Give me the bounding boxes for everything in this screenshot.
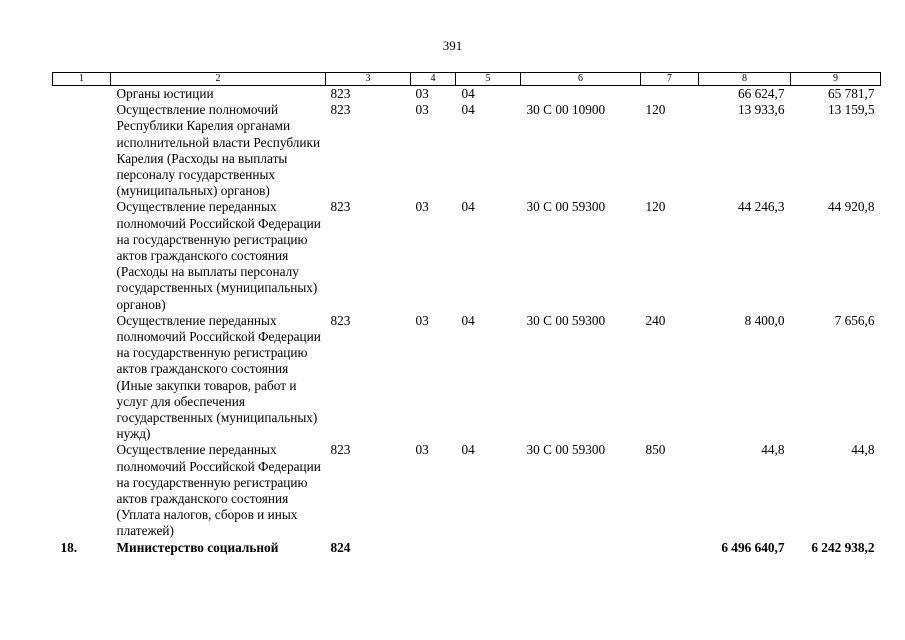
row-index <box>53 102 111 199</box>
column-header-7: 7 <box>641 73 699 86</box>
row-code: 823 <box>330 86 351 101</box>
row-value-2: 44 920,8 <box>827 199 875 215</box>
row-subsection: 04 <box>461 102 475 118</box>
row-section: 03 <box>415 102 429 118</box>
row-type: 120 <box>645 102 666 118</box>
column-header-2: 2 <box>111 73 326 86</box>
row-name: Министерство социальной <box>116 539 279 555</box>
row-value-2: 65 781,7 <box>827 86 875 101</box>
column-header-3: 3 <box>326 73 411 86</box>
table-row <box>53 102 881 199</box>
column-header-1: 1 <box>53 73 111 86</box>
row-value-1: 44,8 <box>761 442 785 458</box>
row-section: 03 <box>415 442 429 458</box>
row-name: Осуществление переданных полномочий Российской Федерации на государственную регистрацию актов гражданского состояния (Расходы на выплаты персоналу государственных (муниципальных) органов) <box>116 199 321 312</box>
row-type: 240 <box>645 312 666 328</box>
table-row <box>53 199 881 312</box>
column-header-6: 6 <box>521 73 641 86</box>
row-section <box>411 540 456 556</box>
row-subsection: 04 <box>461 86 475 101</box>
row-value-1: 8 400,0 <box>744 312 785 328</box>
table-header <box>53 73 881 86</box>
row-target: 30 С 00 10900 <box>526 102 606 118</box>
row-value-1: 66 624,7 <box>737 86 785 101</box>
column-header-8: 8 <box>699 73 791 86</box>
row-index <box>53 86 111 103</box>
row-subsection: 04 <box>461 199 475 215</box>
row-value-2: 13 159,5 <box>827 102 875 118</box>
table-row <box>53 442 881 539</box>
table-body <box>53 86 881 556</box>
row-name: Осуществление переданных полномочий Российской Федерации на государственную регистрацию актов гражданского состояния (Уплата налогов, сборов и иных платежей) <box>116 442 321 539</box>
row-index <box>53 313 111 443</box>
row-value-2: 7 656,6 <box>834 312 875 328</box>
row-code: 823 <box>330 199 351 215</box>
row-name: Органы юстиции <box>116 86 214 101</box>
table-row <box>53 540 881 556</box>
row-type: 850 <box>645 442 666 458</box>
row-subsection <box>456 540 521 556</box>
header-row <box>53 73 881 86</box>
row-value-1: 6 496 640,7 <box>721 539 785 555</box>
row-target: 30 С 00 59300 <box>526 199 606 215</box>
table-row <box>53 86 881 103</box>
row-name: Осуществление полномочий Республики Карелия органами исполнительной власти Республики Карелия (Расходы на выплаты персоналу государственных (муниципальных) органов) <box>116 102 321 199</box>
row-section: 03 <box>415 86 429 101</box>
column-header-9: 9 <box>791 73 881 86</box>
row-value-1: 13 933,6 <box>737 102 785 118</box>
row-value-2: 44,8 <box>851 442 875 458</box>
row-subsection: 04 <box>461 312 475 328</box>
row-value-1: 44 246,3 <box>737 199 785 215</box>
column-header-4: 4 <box>411 73 456 86</box>
column-header-5: 5 <box>456 73 521 86</box>
row-target: 30 С 00 59300 <box>526 442 606 458</box>
row-index: 18. <box>60 539 78 555</box>
row-name: Осуществление переданных полномочий Российской Федерации на государственную регистрацию актов гражданского состояния (Иные закупки товаров, работ и услуг для обеспечения государственных (муниципальных) нужд) <box>116 312 321 442</box>
row-type <box>641 86 699 103</box>
row-type: 120 <box>645 199 666 215</box>
row-index <box>53 199 111 312</box>
page-number: 391 <box>442 38 463 53</box>
budget-table <box>52 72 881 556</box>
row-section: 03 <box>415 312 429 328</box>
row-code: 823 <box>330 442 351 458</box>
row-code: 823 <box>330 312 351 328</box>
row-type <box>641 540 699 556</box>
row-code: 824 <box>330 539 351 555</box>
row-target: 30 С 00 59300 <box>526 312 606 328</box>
row-section: 03 <box>415 199 429 215</box>
row-index <box>53 442 111 539</box>
table-row <box>53 313 881 443</box>
row-target <box>521 540 641 556</box>
row-value-2: 6 242 938,2 <box>811 539 875 555</box>
row-code: 823 <box>330 102 351 118</box>
row-target <box>521 86 641 103</box>
row-subsection: 04 <box>461 442 475 458</box>
